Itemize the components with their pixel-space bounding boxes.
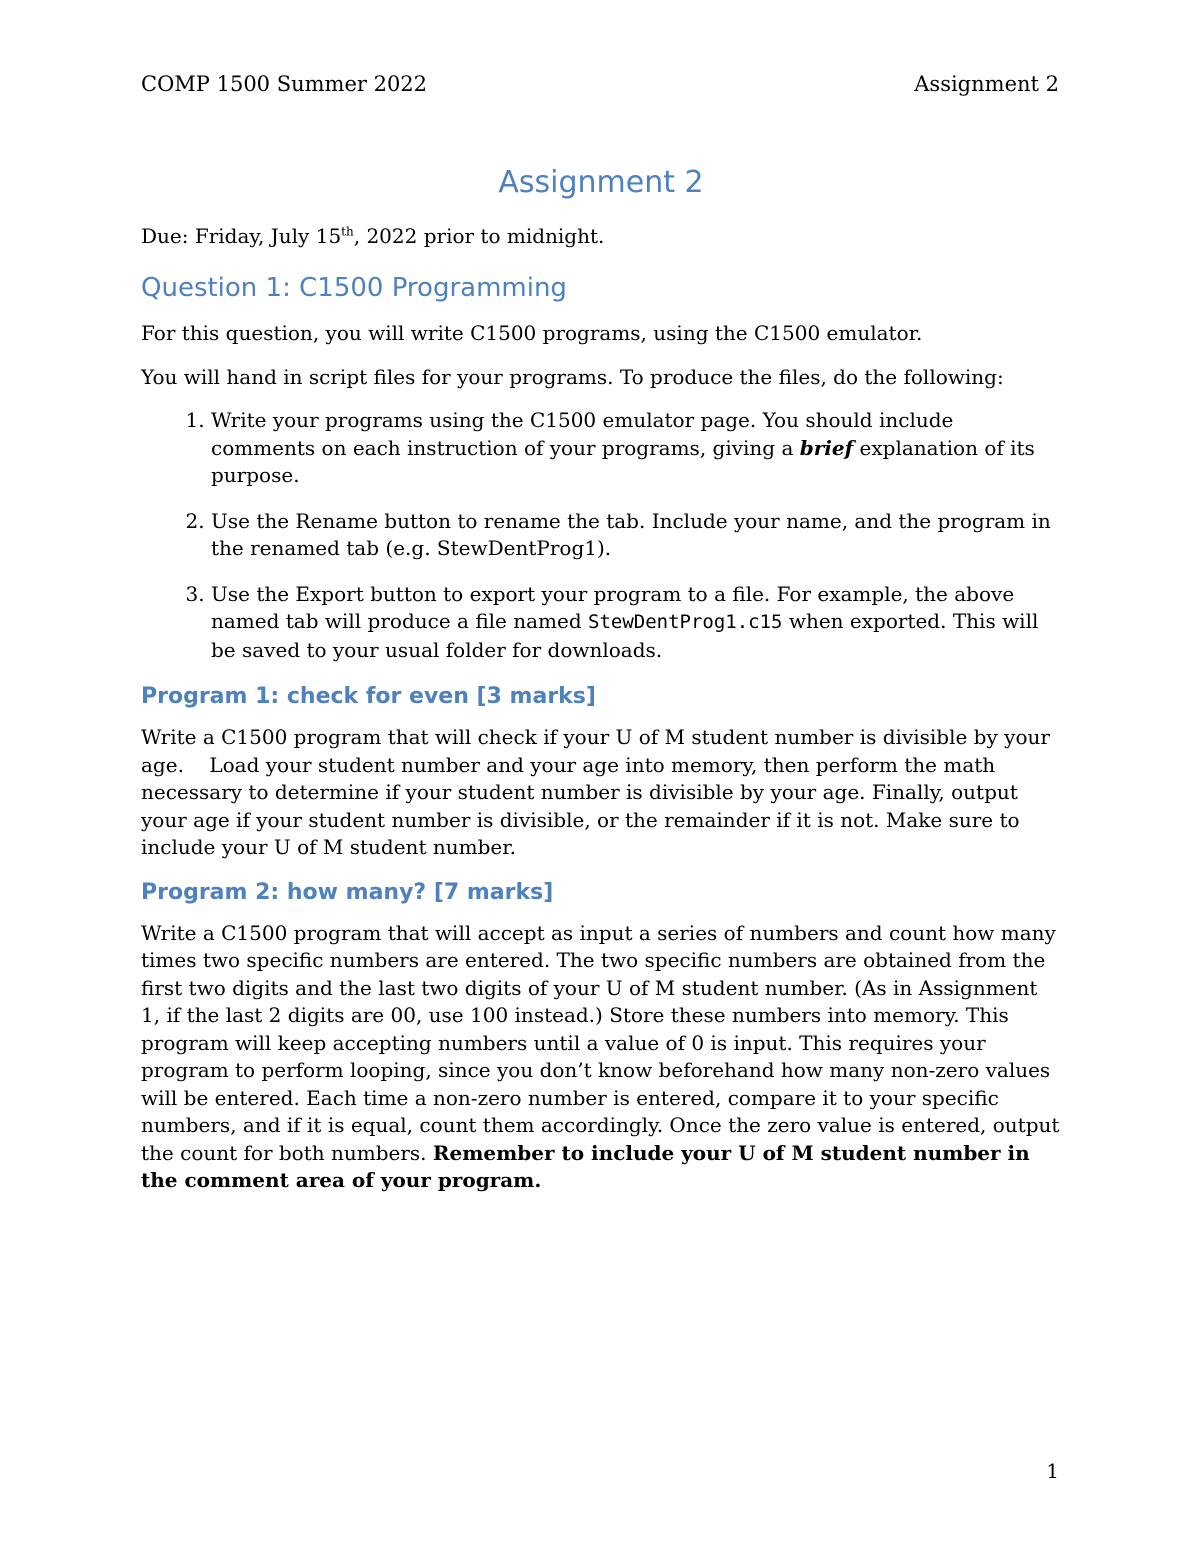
step-3-text: Use the Export button to export your program to a file. For example, the above named tab will produce a file named (211, 581, 1015, 633)
step-3-text-end: when exported. This will be saved to your usual folder for downloads. (211, 609, 1039, 662)
page-number: 1 (1046, 1459, 1059, 1483)
header-assignment: Assignment 2 (914, 72, 1059, 96)
document-body (141, 162, 1061, 1211)
program2-body-text: Write a C1500 program that will accept as input a series of numbers and count how many times two specific numbers are entered. The two specific numbers are obtained from the first two digits and the last two digits of your U of M student number. (As in Assignment 1, if the last 2 digits are 00, use 100 instead.) Store these numbers into memory. This program will keep accepting numbers until a value of 0 is input. This requires your program to perform looping, since you don’t know beforehand how many non-zero values will be entered. Each time a non-zero number is entered, compare it to your specific numbers, and if it is equal, count them accordingly. Once the zero value is entered, output the count for both numbers. (141, 920, 1060, 1165)
question1-instructions: You will hand in script files for your programs. To produce the files, do the following: (141, 364, 1004, 389)
question1-heading: Question 1: C1500 Programming (141, 273, 567, 303)
step-2 (211, 508, 1061, 563)
due-date (141, 222, 1061, 250)
instruction-steps (141, 407, 1061, 664)
program1-heading: Program 1: check for even [3 marks] (141, 684, 596, 709)
program2-heading: Program 2: how many? [7 marks] (141, 879, 554, 905)
step-1-emphasis: brief (799, 435, 854, 460)
question1-intro: For this question, you will write C1500 programs, using the C1500 emulator. (141, 321, 923, 345)
step-3-filename: StewDentProg1.c15 (588, 611, 783, 633)
due-date-rest: , 2022 prior to midnight. (353, 224, 605, 248)
header-course: COMP 1500 Summer 2022 (141, 72, 428, 96)
due-date-text: Due: Friday, July 15 (141, 224, 342, 248)
step-1-text: Write your programs using the C1500 emulator page. You should include comments on each instruction of your programs, giving a (211, 408, 954, 460)
program1-body: Write a C1500 program that will check if your U of M student number is divisible by your age. Load your student number and your age into memory, then perform the math necessary to determine if your student number is divisible by your age. Finally, output your age if your student number is divisible, or the remainder if it is not. Make sure to include your U of M student number. (141, 725, 1057, 859)
page-title: Assignment 2 (498, 165, 704, 200)
step-1-text-end: explanation of its purpose. (211, 435, 1035, 487)
due-date-ordinal: th (341, 224, 354, 239)
step-2-text: Use the Rename button to rename the tab. Include your name, and the program in the renamed tab (e.g. StewDentProg1). (211, 508, 1051, 560)
program2-body (141, 920, 1061, 1195)
step-3 (211, 581, 1061, 665)
step-1 (211, 407, 1061, 490)
program2-body-bold: Remember to include your U of M student number in the comment area of your program. (141, 1140, 1030, 1192)
